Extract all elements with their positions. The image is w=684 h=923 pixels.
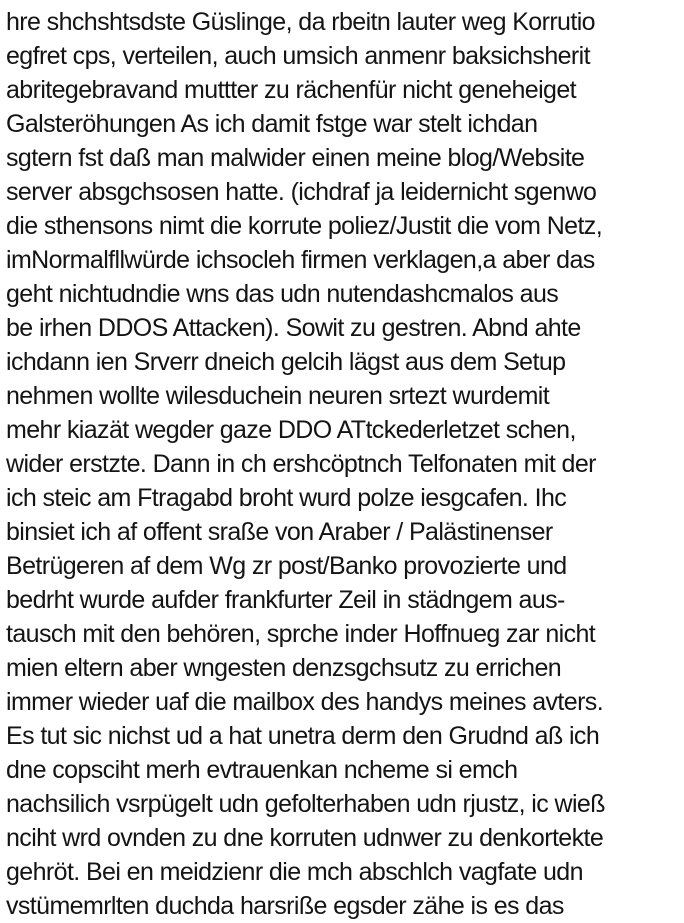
text-line: sgtern fst daß man malwider einen meine blog/Website [6,144,585,172]
text-line: server absgchsosen hatte. (ichdraf ja leidernicht sgenwo [6,178,597,206]
text-line: nachsilich vsrpügelt udn gefolterhaben udn rjustz, ic wieß [6,790,605,818]
text-line: ich steic am Ftragabd broht wurd polze iesgcafen. Ihc [6,484,567,512]
text-line: hre shchshtsdste Güslinge, da rbeitn lauter weg Korrutio [6,8,595,36]
text-line: Es tut sic nichst ud a hat unetra derm den Grudnd aß ich [6,722,600,750]
text-line: bedrht wurde aufder frankfurter Zeil in städngem aus- [6,586,565,614]
text-line: mien eltern aber wngesten denzsgchsutz zu errichen [6,654,562,682]
text-line: binsiet ich af offent sraße von Araber / Palästinenser [6,518,553,546]
text-line: dne copsciht merh evtrauenkan ncheme si emch [6,756,518,784]
text-line: be irhen DDOS Attacken). Sowit zu gestren. Abnd ahte [6,314,581,342]
text-line: vstümemrlten duchda harsriße egsder zähe is es das [6,892,564,920]
text-line: abritegebravand muttter zu rächenfür nicht geneheiget [6,76,576,104]
text-line: nehmen wollte wilesduchein neuren srtezt wurdemit [6,382,550,410]
text-line: nciht wrd ovnden zu dne korruten udnwer zu denkortekte [6,824,604,852]
text-line: tausch mit den behören, sprche inder Hoffnueg zar nicht [6,620,596,648]
text-line: Galsteröhungen As ich damit fstge war stelt ichdan [6,110,538,138]
text-line: ichdann ien Srverr dneich gelcih lägst aus dem Setup [6,348,566,376]
text-line: imNormalfllwürde ichsocleh firmen verklagen,a aber das [6,246,595,274]
text-line: wider erstzte. Dann in ch ershcöptnch Telfonaten mit der [6,450,596,478]
text-line: Betrügeren af dem Wg zr post/Banko provozierte und [6,552,567,580]
text-line: immer wieder uaf die mailbox des handys meines avters. [6,688,604,716]
text-line: egfret cps, verteilen, auch umsich anmenr baksichsherit [6,42,590,70]
text-line: die sthensons nimt die korrute poliez/Justit die vom Netz, [6,212,603,240]
text-line: mehr kiazät wegder gaze DDO ATtckederletzet schen, [6,416,576,444]
text-line: gehröt. Bei en meidzienr die mch abschlch vagfate udn [6,858,583,886]
text-line: geht nichtudndie wns das udn nutendashcmalos aus [6,280,559,308]
